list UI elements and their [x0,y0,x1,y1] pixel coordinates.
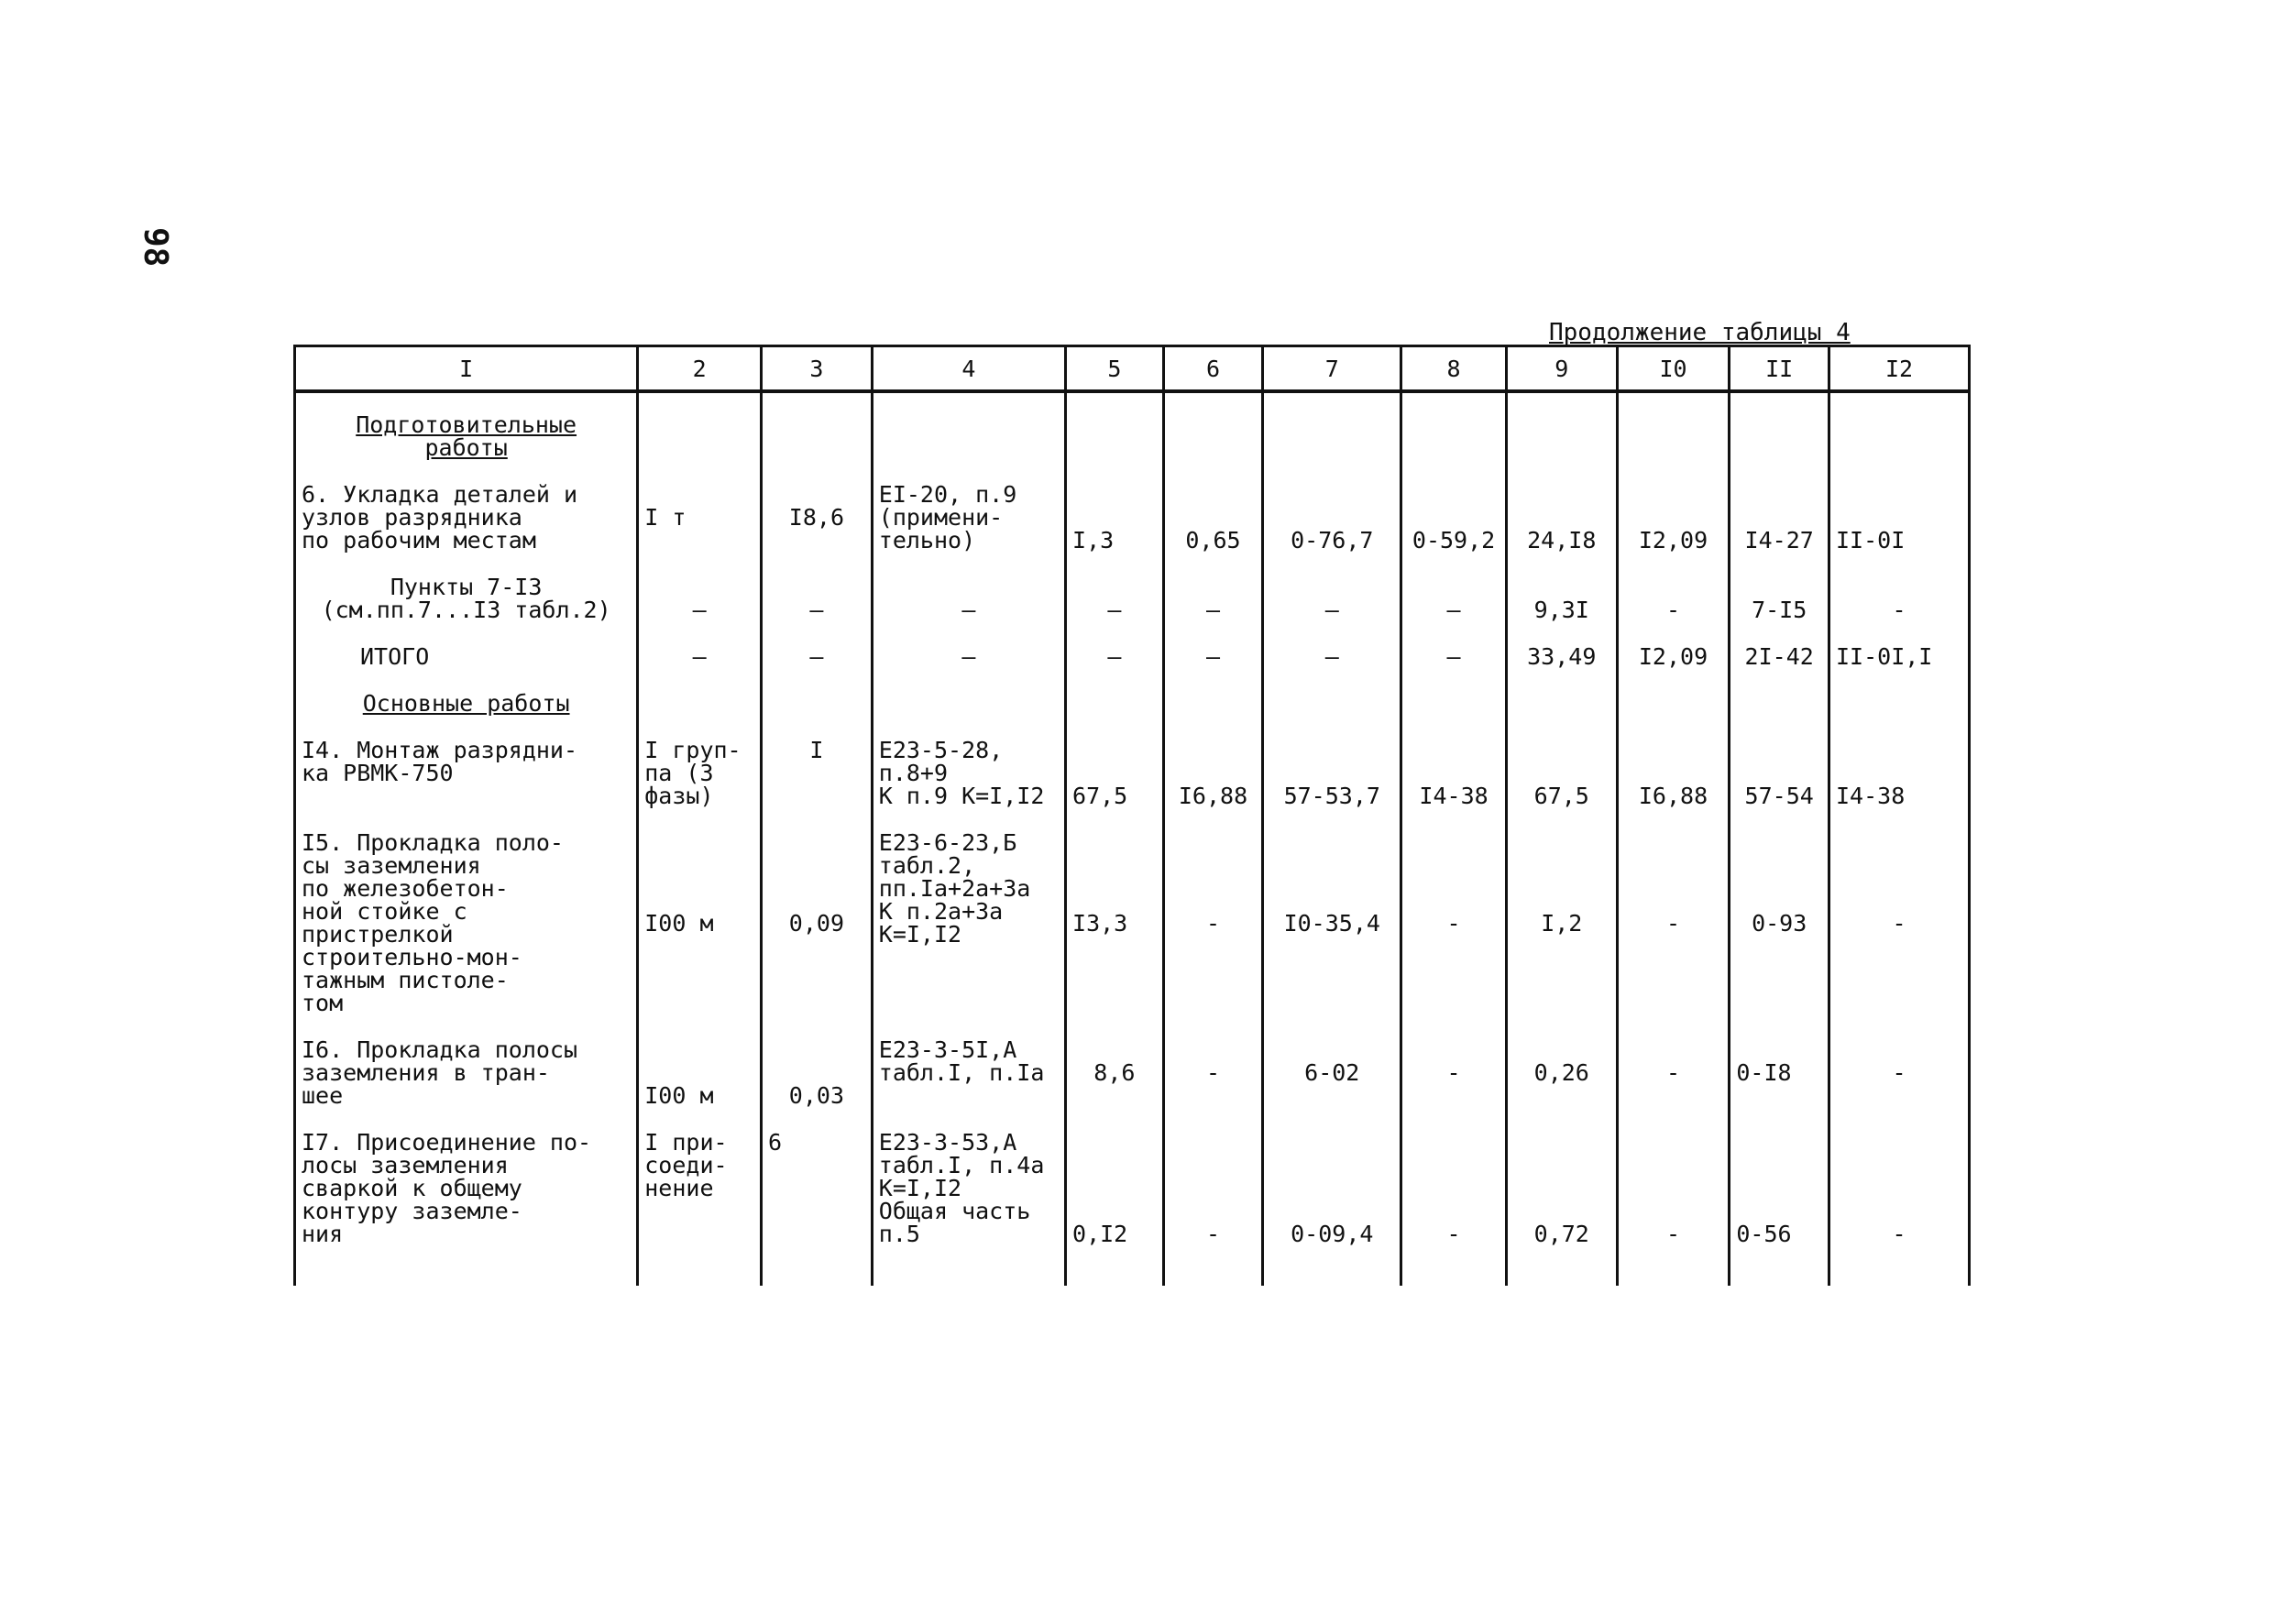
estimate-table [293,345,1971,1286]
page-number: 98 [137,227,174,268]
value-cell: 57-54 [1730,735,1829,811]
col-header: 7 [1263,346,1401,392]
value-cell: - [1401,827,1507,1018]
value-cell: 0,65 [1163,479,1263,555]
col-header: I [295,346,638,392]
row-description: Пункты 7-I3 (см.пп.7...I3 табл.2) [295,572,638,625]
value-cell: I4-38 [1401,735,1507,811]
unit-cell: I00 м [638,827,762,1018]
dash-cell: — [1263,572,1401,625]
col-header: 3 [762,346,873,392]
norm-ref-cell: Е23-5-28, п.8+9 К п.9 К=I,I2 [872,735,1065,811]
value-cell: 33,49 [1506,641,1617,672]
table-row [295,1035,1970,1111]
section-heading: Основные работы [295,688,638,718]
value-cell: I,3 [1066,479,1164,555]
row-description: 6. Укладка деталей и узлов разрядника по рабочим местам [295,479,638,555]
col-header: 9 [1506,346,1617,392]
value-cell: - [1829,572,1970,625]
dash-cell: — [762,641,873,672]
dash-cell: — [638,572,762,625]
value-cell: I0-35,4 [1263,827,1401,1018]
value-cell: - [1829,827,1970,1018]
section-row [295,391,1970,463]
table-row [295,735,1970,811]
value-cell: - [1401,1035,1507,1111]
value-cell: 0-09,4 [1263,1127,1401,1249]
col-header: 8 [1401,346,1507,392]
dash-cell: — [762,572,873,625]
value-cell: 57-53,7 [1263,735,1401,811]
dash-cell: — [638,641,762,672]
row-description: I7. Присоединение по- лосы заземления сваркой к общему контуру заземле- ния [295,1127,638,1249]
value-cell: - [1163,1035,1263,1111]
value-cell: I2,09 [1617,479,1730,555]
dash-cell: — [872,572,1065,625]
value-cell: I6,88 [1617,735,1730,811]
qty-cell: I8,6 [762,479,873,555]
value-cell: - [1617,572,1730,625]
value-cell: - [1163,827,1263,1018]
value-cell: - [1829,1127,1970,1249]
qty-cell: 0,09 [762,827,873,1018]
dash-cell: — [1401,641,1507,672]
value-cell: 0-76,7 [1263,479,1401,555]
value-cell: 24,I8 [1506,479,1617,555]
value-cell: 6-02 [1263,1035,1401,1111]
value-cell: 0,72 [1506,1127,1617,1249]
norm-ref-cell: ЕI-20, п.9 (примени- тельно) [872,479,1065,555]
value-cell: II-0I [1829,479,1970,555]
value-cell: 0,I2 [1066,1127,1164,1249]
value-cell: - [1829,1035,1970,1111]
col-header: 6 [1163,346,1263,392]
dash-cell: — [1401,572,1507,625]
value-cell: I4-38 [1829,735,1970,811]
dash-cell: — [1066,572,1164,625]
unit-cell: I т [638,479,762,555]
value-cell: 0-93 [1730,827,1829,1018]
row-description: I4. Монтаж разрядни- ка РВМК-750 [295,735,638,811]
value-cell: II-0I,I [1829,641,1970,672]
value-cell: 9,3I [1506,572,1617,625]
value-cell: - [1617,1035,1730,1111]
dash-cell: — [1263,641,1401,672]
table-row [295,827,1970,1018]
dash-cell: — [872,641,1065,672]
norm-ref-cell: Е23-6-23,Б табл.2, пп.Iа+2а+3а К п.2а+3а К=I,I2 [872,827,1065,1018]
unit-cell: I при- соеди- нение [638,1127,762,1249]
unit-cell: I00 м [638,1035,762,1111]
col-header: 2 [638,346,762,392]
value-cell: 0-56 [1730,1127,1829,1249]
value-cell: 67,5 [1506,735,1617,811]
norm-ref-cell: Е23-3-5I,А табл.I, п.Iа [872,1035,1065,1111]
value-cell: - [1401,1127,1507,1249]
table-caption: Продолжение таблицы 4 [1549,319,1851,346]
value-cell: - [1617,827,1730,1018]
value-cell: 0,26 [1506,1035,1617,1111]
value-cell: 8,6 [1066,1035,1164,1111]
col-header: 5 [1066,346,1164,392]
value-cell: I3,3 [1066,827,1164,1018]
unit-cell: I груп- па (3 фазы) [638,735,762,811]
dash-cell: — [1066,641,1164,672]
total-row [295,641,1970,672]
row-description: I5. Прокладка поло- сы заземления по железобетон- ной стойке с пристрелкой строительно-мон- тажным пистоле- том [295,827,638,1018]
table-row [295,479,1970,555]
value-cell: 67,5 [1066,735,1164,811]
value-cell: 0-59,2 [1401,479,1507,555]
value-cell: I4-27 [1730,479,1829,555]
qty-cell: I [762,735,873,811]
value-cell: - [1163,1127,1263,1249]
table-row [295,572,1970,625]
value-cell: 2I-42 [1730,641,1829,672]
section-row [295,688,1970,718]
col-header: II [1730,346,1829,392]
dash-cell: — [1163,572,1263,625]
row-description: I6. Прокладка полосы заземления в тран- шее [295,1035,638,1111]
value-cell: I6,88 [1163,735,1263,811]
header-row [295,346,1970,392]
col-header: I0 [1617,346,1730,392]
value-cell: I,2 [1506,827,1617,1018]
value-cell: 7-I5 [1730,572,1829,625]
value-cell: - [1617,1127,1730,1249]
col-header: I2 [1829,346,1970,392]
qty-cell: 0,03 [762,1035,873,1111]
total-label: ИТОГО [295,641,638,672]
table-row [295,1127,1970,1249]
section-heading: Подготовительные работы [295,391,638,463]
norm-ref-cell: Е23-3-53,А табл.I, п.4а К=I,I2 Общая часть п.5 [872,1127,1065,1249]
col-header: 4 [872,346,1065,392]
value-cell: I2,09 [1617,641,1730,672]
value-cell: 0-I8 [1730,1035,1829,1111]
dash-cell: — [1163,641,1263,672]
qty-cell: 6 [762,1127,873,1249]
